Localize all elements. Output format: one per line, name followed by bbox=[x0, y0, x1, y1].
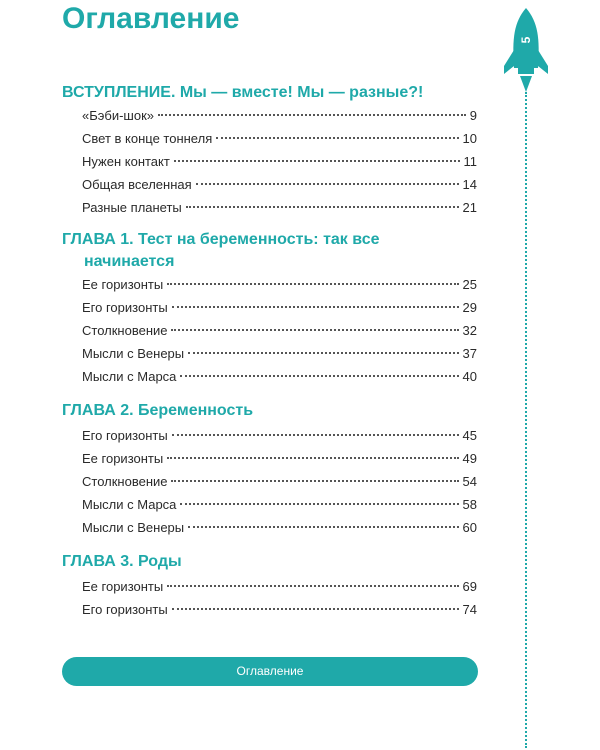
toc-entry[interactable] bbox=[82, 451, 477, 474]
chapter-3-heading: ГЛАВА 3. Роды bbox=[62, 553, 182, 570]
dot-leader bbox=[167, 585, 458, 587]
dot-leader bbox=[174, 160, 460, 162]
entry-title: Нужен контакт bbox=[82, 154, 170, 169]
dot-leader bbox=[180, 503, 458, 505]
chapter-3-entries bbox=[62, 579, 477, 625]
entry-page: 25 bbox=[462, 277, 477, 292]
dot-leader bbox=[172, 608, 459, 610]
entry-title: Разные планеты bbox=[82, 200, 182, 215]
entry-page: 11 bbox=[463, 154, 477, 169]
chapter-1-entries bbox=[62, 277, 477, 392]
dot-leader bbox=[172, 306, 459, 308]
toc-entry[interactable] bbox=[82, 520, 477, 543]
entry-title: Мысли с Венеры bbox=[82, 520, 185, 535]
entry-title: Его горизонты bbox=[82, 300, 168, 315]
rocket-icon bbox=[500, 4, 552, 100]
entry-title: Мысли с Венеры bbox=[82, 346, 185, 361]
entry-title: Столкновение bbox=[82, 474, 168, 489]
entry-page: 14 bbox=[462, 177, 477, 192]
entry-page: 32 bbox=[462, 323, 477, 338]
intro-entries bbox=[62, 108, 477, 223]
entry-page: 40 bbox=[462, 369, 477, 384]
dot-leader bbox=[196, 183, 459, 185]
chapter-1-heading bbox=[62, 229, 477, 273]
toc-entry[interactable] bbox=[82, 497, 477, 520]
chapter-2-entries bbox=[62, 428, 477, 543]
toc-entry[interactable] bbox=[82, 154, 477, 177]
toc-entry[interactable] bbox=[82, 323, 477, 346]
toc-entry[interactable] bbox=[82, 579, 477, 602]
intro-heading: ВСТУПЛЕНИЕ. Мы — вместе! Мы — разные?! bbox=[62, 84, 424, 101]
entry-title: Свет в конце тоннеля bbox=[82, 131, 213, 146]
dot-leader bbox=[180, 375, 458, 377]
entry-page: 21 bbox=[462, 200, 477, 215]
entry-title: Общая вселенная bbox=[82, 177, 192, 192]
page-title: Оглавление bbox=[62, 2, 240, 35]
dot-leader bbox=[167, 283, 458, 285]
chapter-2-heading: ГЛАВА 2. Беременность bbox=[62, 402, 254, 419]
dot-leader bbox=[172, 434, 459, 436]
dot-leader bbox=[167, 457, 458, 459]
entry-page: 10 bbox=[462, 131, 477, 146]
toc-entry[interactable] bbox=[82, 474, 477, 497]
dot-leader bbox=[158, 114, 466, 116]
dotted-rail bbox=[525, 92, 527, 748]
entry-page: 54 bbox=[462, 474, 477, 489]
toc-entry[interactable] bbox=[82, 428, 477, 451]
toc-entry[interactable] bbox=[82, 277, 477, 300]
dot-leader bbox=[188, 352, 458, 354]
toc-entry[interactable] bbox=[82, 131, 477, 154]
toc-entry[interactable] bbox=[82, 346, 477, 369]
entry-page: 29 bbox=[462, 300, 477, 315]
entry-title: Его горизонты bbox=[82, 428, 168, 443]
entry-title: Мысли с Марса bbox=[82, 497, 177, 512]
entry-page: 9 bbox=[469, 108, 477, 123]
entry-page: 69 bbox=[462, 579, 477, 594]
toc-entry[interactable] bbox=[82, 300, 477, 323]
toc-entry[interactable] bbox=[82, 602, 477, 625]
entry-page: 74 bbox=[462, 602, 477, 617]
table-of-contents bbox=[62, 80, 477, 625]
dot-leader bbox=[188, 526, 458, 528]
entry-title: Ее горизонты bbox=[82, 579, 164, 594]
toc-entry[interactable] bbox=[82, 200, 477, 223]
entry-title: Столкновение bbox=[82, 323, 168, 338]
dot-leader bbox=[171, 480, 458, 482]
toc-entry[interactable] bbox=[82, 108, 477, 131]
entry-page: 37 bbox=[462, 346, 477, 361]
dot-leader bbox=[186, 206, 459, 208]
entry-page: 58 bbox=[462, 497, 477, 512]
chapter-1-heading-line2: начинается bbox=[84, 253, 175, 270]
entry-page: 45 bbox=[462, 428, 477, 443]
dot-leader bbox=[171, 329, 458, 331]
entry-title: Ее горизонты bbox=[82, 277, 164, 292]
chapter-1-heading-line1: ГЛАВА 1. Тест на беременность: так все bbox=[62, 231, 380, 248]
toc-entry[interactable] bbox=[82, 369, 477, 392]
entry-title: Его горизонты bbox=[82, 602, 168, 617]
entry-page: 49 bbox=[462, 451, 477, 466]
dot-leader bbox=[216, 137, 458, 139]
page-number: 5 bbox=[519, 36, 533, 44]
toc-entry[interactable] bbox=[82, 177, 477, 200]
footer-toc-button[interactable]: Оглавление bbox=[62, 657, 478, 686]
entry-page: 60 bbox=[462, 520, 477, 535]
entry-title: Ее горизонты bbox=[82, 451, 164, 466]
entry-title: «Бэби-шок» bbox=[82, 108, 155, 123]
entry-title: Мысли с Марса bbox=[82, 369, 177, 384]
